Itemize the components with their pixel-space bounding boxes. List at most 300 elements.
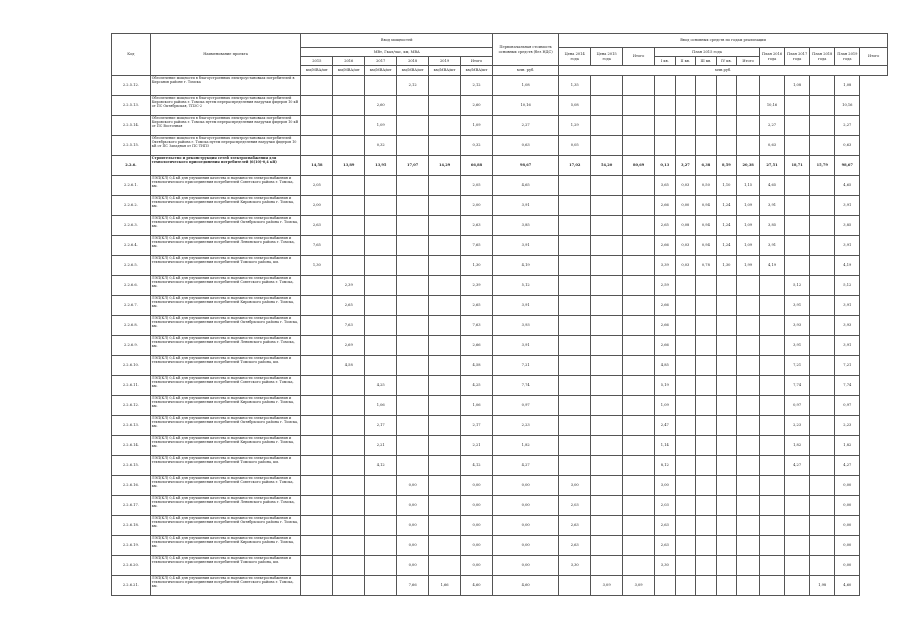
unit-header: км/МВА/шт: [301, 66, 333, 76]
row-value: [810, 196, 835, 216]
row-value: 2,63: [559, 516, 591, 536]
year-header: Итого: [461, 57, 493, 66]
row-value: 1,06: [365, 396, 397, 416]
row-value: [301, 316, 333, 336]
row-value: [716, 536, 737, 556]
row-value: 3,91: [759, 236, 784, 256]
table-row: [112, 276, 888, 296]
table-row: [112, 536, 888, 556]
row-value: 5,19: [655, 376, 676, 396]
row-value: 2,60: [365, 96, 397, 116]
code-header: Код: [112, 34, 151, 76]
row-value: 5,12: [835, 276, 860, 296]
row-value: 2,03: [559, 496, 591, 516]
row-value: [716, 376, 737, 396]
table-row: [112, 516, 888, 536]
row-value: 2,69: [333, 336, 365, 356]
row-value: [737, 276, 760, 296]
row-value: [810, 336, 835, 356]
table-row: [112, 236, 888, 256]
row-value: [301, 76, 333, 96]
row-value: 8,59: [716, 156, 737, 176]
row-value: [759, 496, 784, 516]
row-name: ЛЭП(КЛ) 0,4 кВ для улучшения качества и надежности электроснабжения и технологического присоединения потребителей Советского района г. Томска, км.: [150, 576, 301, 596]
plan2015-header: План 2015 года: [655, 48, 760, 57]
row-value: [333, 456, 365, 476]
row-name: ЛЭП(КЛ) 0,4 кВ для улучшения качества и надежности электроснабжения и технологического присоединения потребителей Кировского района г. Томска, км.: [150, 436, 301, 456]
row-value: [559, 196, 591, 216]
row-value: [397, 456, 429, 476]
row-value: [675, 516, 696, 536]
row-value: 0,97: [835, 396, 860, 416]
row-value: [429, 236, 461, 256]
row-value: [675, 396, 696, 416]
row-value: [675, 416, 696, 436]
row-value: [623, 296, 655, 316]
row-value: 1,09: [365, 116, 397, 136]
row-value: [591, 476, 623, 496]
row-value: [559, 336, 591, 356]
investment-table: [111, 33, 888, 596]
row-value: [429, 476, 461, 496]
row-value: [737, 376, 760, 396]
row-value: [333, 116, 365, 136]
row-value: [785, 116, 810, 136]
row-value: [716, 556, 737, 576]
row-value: 3,00: [655, 476, 676, 496]
cost-unit-header: млн. руб.: [493, 66, 559, 76]
price2015-header: Цена 2015 года: [591, 48, 623, 66]
row-value: 2,39: [461, 276, 493, 296]
row-value: [675, 76, 696, 96]
row-code: 2.2.6.3.: [112, 216, 151, 236]
row-value: 1,66: [429, 576, 461, 596]
row-value: [785, 96, 810, 116]
row-value: [675, 496, 696, 516]
row-value: 1,24: [716, 196, 737, 216]
row-value: 5,08: [559, 96, 591, 116]
year-header: 2018: [397, 57, 429, 66]
row-value: [696, 436, 717, 456]
row-value: [397, 176, 429, 196]
row-value: [737, 556, 760, 576]
row-value: 98,67: [835, 156, 860, 176]
row-value: [301, 576, 333, 596]
row-value: [810, 276, 835, 296]
row-value: [810, 396, 835, 416]
row-value: [623, 216, 655, 236]
row-value: [429, 356, 461, 376]
row-name: ЛЭП(КЛ) 0,4 кВ для улучшения качества и надежности электроснабжения и технологического присоединения потребителей Октябрьского района г. Томска, км.: [150, 216, 301, 236]
row-value: [785, 536, 810, 556]
row-value: [591, 336, 623, 356]
row-value: [785, 476, 810, 496]
row-value: [759, 416, 784, 436]
row-code: 2.2.5.13.: [112, 96, 151, 116]
row-value: [675, 476, 696, 496]
row-value: 0,05: [559, 136, 591, 156]
total-right-header: Итого: [860, 48, 888, 66]
quarter-header: III кв.: [696, 57, 717, 66]
row-value: [759, 396, 784, 416]
row-value: [675, 536, 696, 556]
row-value: 14,58: [301, 156, 333, 176]
row-value: [429, 376, 461, 396]
row-value: 2,66: [655, 316, 676, 336]
row-value: [696, 296, 717, 316]
year-header: 2019: [429, 57, 461, 66]
row-value: 14,29: [429, 156, 461, 176]
row-value: 0,00: [397, 536, 429, 556]
row-value: 3,30: [559, 556, 591, 576]
unit-header: км/МВА/шт: [429, 66, 461, 76]
total-header: Итого: [623, 48, 655, 66]
row-value: [591, 196, 623, 216]
row-value: 4,27: [835, 456, 860, 476]
row-value: 1,09: [737, 196, 760, 216]
row-value: [737, 96, 760, 116]
row-value: [559, 296, 591, 316]
row-value: [397, 416, 429, 436]
row-value: [810, 536, 835, 556]
row-value: [397, 236, 429, 256]
row-value: [429, 136, 461, 156]
row-value: 1,82: [835, 436, 860, 456]
row-value: 2,00: [301, 196, 333, 216]
row-value: 10,16: [759, 96, 784, 116]
row-value: [429, 76, 461, 96]
row-value: [429, 536, 461, 556]
row-value: 3,00: [559, 476, 591, 496]
row-value: [623, 556, 655, 576]
row-value: [716, 576, 737, 596]
row-name: ЛЭП(КЛ) 0,4 кВ для улучшения качества и надежности электроснабжения и технологического присоединения потребителей Советского района г. Томска, км.: [150, 276, 301, 296]
row-value: [429, 216, 461, 236]
row-value: [716, 416, 737, 436]
row-value: 3,91: [493, 196, 559, 216]
row-value: [397, 356, 429, 376]
row-value: [429, 176, 461, 196]
row-value: [785, 216, 810, 236]
row-value: [559, 276, 591, 296]
row-code: 2.2.6.6.: [112, 276, 151, 296]
row-value: [759, 76, 784, 96]
row-value: [785, 176, 810, 196]
row-value: 1,82: [785, 436, 810, 456]
row-value: 2,63: [655, 536, 676, 556]
row-value: [737, 336, 760, 356]
row-value: [559, 396, 591, 416]
row-value: [623, 376, 655, 396]
row-value: 2,27: [493, 116, 559, 136]
row-value: [623, 356, 655, 376]
row-value: 1,15: [737, 176, 760, 196]
row-value: 0,78: [696, 256, 717, 276]
row-value: [623, 196, 655, 216]
row-value: [716, 436, 737, 456]
row-value: 17,02: [559, 156, 591, 176]
row-value: 3,09: [623, 576, 655, 596]
row-value: [623, 116, 655, 136]
row-value: 1,08: [493, 76, 559, 96]
row-value: [696, 76, 717, 96]
table-row: [112, 556, 888, 576]
row-value: [591, 216, 623, 236]
row-value: 7,21: [493, 356, 559, 376]
table-row: [112, 156, 888, 176]
row-value: [623, 516, 655, 536]
row-value: [759, 576, 784, 596]
row-value: [623, 416, 655, 436]
row-code: 2.2.6.2.: [112, 196, 151, 216]
row-value: [559, 576, 591, 596]
row-code: 2.2.6.19.: [112, 536, 151, 556]
row-value: [591, 556, 623, 576]
row-value: 27,51: [759, 156, 784, 176]
row-value: 0,63: [759, 136, 784, 156]
row-code: 2.2.6.13.: [112, 416, 151, 436]
row-value: 4,19: [493, 256, 559, 276]
row-value: [716, 76, 737, 96]
row-value: [397, 136, 429, 156]
row-value: 2,59: [655, 276, 676, 296]
row-value: [301, 336, 333, 356]
table-row: [112, 76, 888, 96]
row-value: [810, 496, 835, 516]
row-value: [737, 436, 760, 456]
row-value: [559, 236, 591, 256]
table-row: [112, 576, 888, 596]
row-value: [591, 376, 623, 396]
row-value: 0,00: [835, 536, 860, 556]
plan2019-header: План 2019 года: [835, 48, 860, 66]
plan2017-header: План 2017 года: [785, 48, 810, 66]
row-value: [623, 456, 655, 476]
row-value: 2,23: [835, 416, 860, 436]
row-value: 0,13: [655, 156, 676, 176]
row-name: Обеспечение мощности в благоустроенных электроустановках потребителей Октябрьского района г. Томска путем перераспределения нагрузки фидеров 10 кВ от ПС Западная от ПС ТНПЗ: [150, 136, 301, 156]
unit-header: км/МВА/шт: [333, 66, 365, 76]
table-row: [112, 476, 888, 496]
row-value: 0,00: [461, 476, 493, 496]
row-value: [810, 296, 835, 316]
row-value: 0,94: [696, 216, 717, 236]
row-value: 2,27: [835, 116, 860, 136]
row-name: ЛЭП(КЛ) 0,4 кВ для улучшения качества и надежности электроснабжения и технологического присоединения потребителей Кировского района г. Томска, км.: [150, 196, 301, 216]
row-value: 0,03: [675, 256, 696, 276]
row-value: [696, 316, 717, 336]
row-value: [301, 436, 333, 456]
row-value: [365, 556, 397, 576]
row-value: [716, 456, 737, 476]
row-value: 3,93: [785, 316, 810, 336]
row-value: [623, 256, 655, 276]
row-value: 2,66: [655, 336, 676, 356]
row-value: 1,99: [737, 256, 760, 276]
row-code: 2.2.5.14.: [112, 116, 151, 136]
row-value: [301, 96, 333, 116]
row-value: 4,65: [835, 176, 860, 196]
row-name: ЛЭП(КЛ) 0,4 кВ для улучшения качества и надежности электроснабжения и технологического присоединения потребителей Ленинского района г. Томска, км.: [150, 496, 301, 516]
row-value: [785, 496, 810, 516]
row-value: [716, 396, 737, 416]
row-value: [737, 316, 760, 336]
row-value: [785, 556, 810, 576]
row-value: 3,39: [655, 256, 676, 276]
row-value: 1,09: [461, 116, 493, 136]
unit-header: км/МВА/шт: [397, 66, 429, 76]
row-value: [591, 456, 623, 476]
row-value: 0,50: [696, 176, 717, 196]
row-value: [759, 356, 784, 376]
row-value: [716, 116, 737, 136]
row-value: 2,66: [461, 336, 493, 356]
row-value: 13,95: [365, 156, 397, 176]
quarter-header: II кв.: [675, 57, 696, 66]
row-value: [591, 316, 623, 336]
row-value: [301, 396, 333, 416]
row-value: 2,63: [655, 516, 676, 536]
row-value: [623, 336, 655, 356]
row-value: [785, 196, 810, 216]
row-value: [591, 496, 623, 516]
row-value: [591, 516, 623, 536]
row-value: 0,00: [493, 476, 559, 496]
row-value: 1,24: [716, 236, 737, 256]
row-value: [429, 556, 461, 576]
name-header: Наименование проекта: [150, 34, 301, 76]
row-code: 2.2.6.16.: [112, 476, 151, 496]
row-value: [716, 316, 737, 336]
row-value: [333, 536, 365, 556]
row-value: [759, 456, 784, 476]
row-value: 0,00: [461, 536, 493, 556]
row-code: 2.2.6.18.: [112, 516, 151, 536]
row-value: [759, 516, 784, 536]
row-value: [623, 396, 655, 416]
row-code: 2.2.6.11.: [112, 376, 151, 396]
row-value: [623, 436, 655, 456]
row-value: [696, 576, 717, 596]
plan2016-header: План 2016 года: [759, 48, 784, 66]
row-value: 4,25: [461, 376, 493, 396]
row-value: [716, 496, 737, 516]
row-value: [591, 96, 623, 116]
table-row: [112, 256, 888, 276]
row-value: [759, 376, 784, 396]
table-row: [112, 196, 888, 216]
row-value: [333, 96, 365, 116]
row-value: [333, 76, 365, 96]
row-value: 4,58: [461, 356, 493, 376]
row-value: 0,94: [696, 236, 717, 256]
row-value: 2,66: [655, 236, 676, 256]
row-value: [696, 276, 717, 296]
row-value: 0,00: [397, 476, 429, 496]
row-value: 2,05: [461, 176, 493, 196]
row-value: [675, 576, 696, 596]
table-row: [112, 336, 888, 356]
row-value: 1,06: [461, 396, 493, 416]
row-value: [785, 576, 810, 596]
row-value: [810, 236, 835, 256]
row-value: 4,60: [493, 576, 559, 596]
row-value: 18,71: [785, 156, 810, 176]
row-value: [591, 256, 623, 276]
row-value: [716, 276, 737, 296]
row-value: 2,21: [365, 436, 397, 456]
table-row: [112, 396, 888, 416]
row-value: 0,94: [696, 196, 717, 216]
row-value: 0,00: [675, 196, 696, 216]
row-value: [675, 356, 696, 376]
row-value: 2,66: [655, 196, 676, 216]
row-value: [397, 96, 429, 116]
row-value: 7,74: [493, 376, 559, 396]
row-value: 0,00: [493, 496, 559, 516]
table-row: [112, 216, 888, 236]
row-value: 3,91: [835, 236, 860, 256]
row-value: [696, 356, 717, 376]
row-value: [737, 136, 760, 156]
row-value: 0,00: [397, 496, 429, 516]
row-value: [301, 356, 333, 376]
row-value: 2,00: [461, 196, 493, 216]
row-value: 0,63: [493, 136, 559, 156]
row-value: [655, 96, 676, 116]
row-value: [716, 476, 737, 496]
row-value: [696, 336, 717, 356]
row-code: 2.2.5.12.: [112, 76, 151, 96]
row-value: [429, 296, 461, 316]
row-value: [333, 396, 365, 416]
row-value: [591, 436, 623, 456]
row-value: [429, 516, 461, 536]
row-value: 3,91: [493, 336, 559, 356]
row-value: [365, 576, 397, 596]
row-value: 1,35: [559, 76, 591, 96]
source-group-header: Ввод основных средств по годам реализации: [559, 34, 888, 48]
row-name: ЛЭП(КЛ) 0,4 кВ для улучшения качества и надежности электроснабжения и технологического присоединения потребителей Октябрьского района г. Томска, км.: [150, 416, 301, 436]
row-value: 4,60: [461, 576, 493, 596]
row-value: 2,47: [655, 416, 676, 436]
row-value: [810, 116, 835, 136]
row-name: ЛЭП(КЛ) 0,4 кВ для улучшения качества и надежности электроснабжения и технологического присоединения потребителей Советского района г. Томска, км.: [150, 176, 301, 196]
row-value: [655, 76, 676, 96]
table-row: [112, 316, 888, 336]
row-value: [675, 296, 696, 316]
row-value: [810, 556, 835, 576]
row-value: [737, 416, 760, 436]
row-value: [623, 316, 655, 336]
row-value: 4,85: [655, 356, 676, 376]
row-value: [759, 476, 784, 496]
row-value: [785, 256, 810, 276]
row-value: [397, 376, 429, 396]
row-value: 7,21: [835, 356, 860, 376]
row-value: 3,91: [835, 296, 860, 316]
row-value: [397, 316, 429, 336]
row-value: [785, 516, 810, 536]
row-value: 3,85: [759, 216, 784, 236]
row-value: [675, 436, 696, 456]
row-value: 4,19: [835, 256, 860, 276]
row-value: [696, 96, 717, 116]
row-value: [397, 436, 429, 456]
row-value: [675, 276, 696, 296]
row-value: [810, 436, 835, 456]
row-code: 2.2.6.12.: [112, 396, 151, 416]
